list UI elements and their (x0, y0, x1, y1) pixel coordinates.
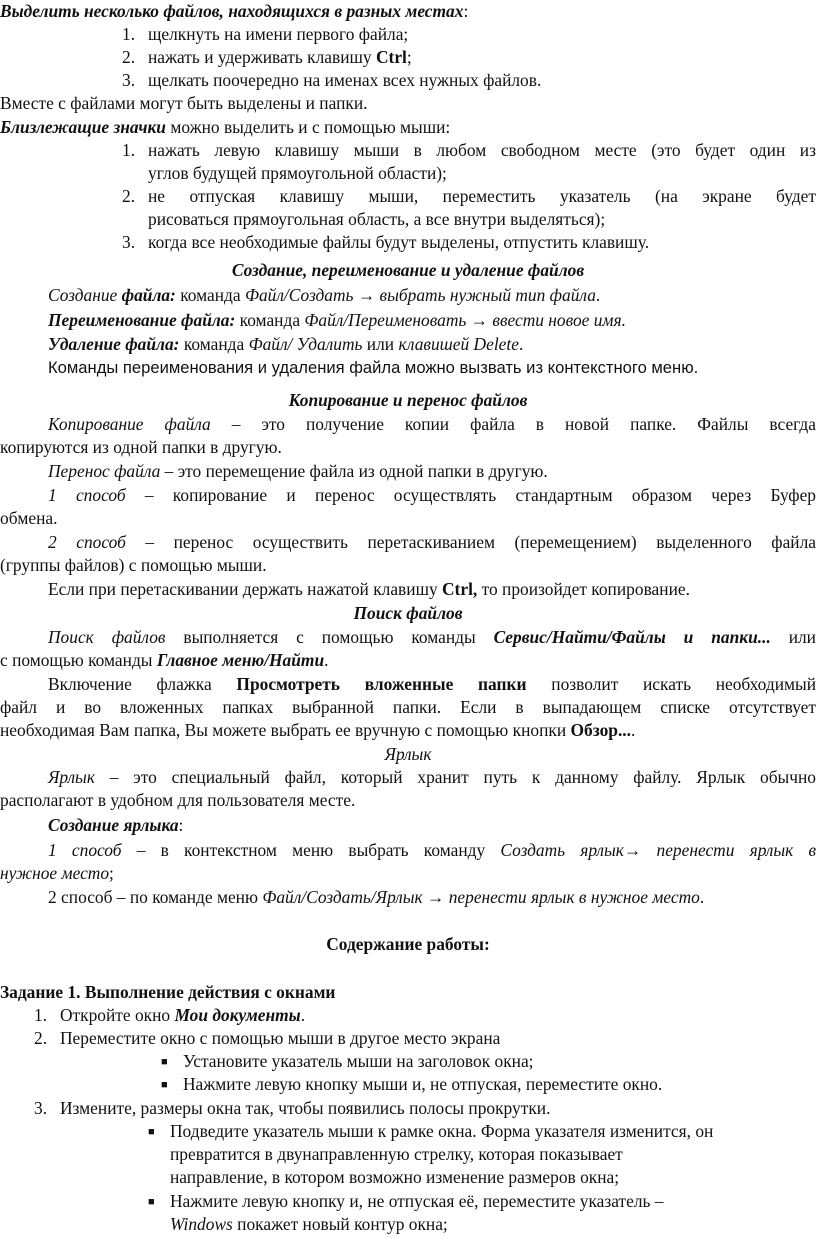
paragraph: 2 способ – перенос осуществить перетаскиванием (перемещением) выделенного файла (48, 532, 816, 552)
paragraph: Создание ярлыка: (48, 815, 184, 835)
paragraph-continuation: необходимая Вам папка, Вы можете выбрать ее вручную с помощью кнопки Обзор.... (0, 720, 636, 740)
bullet-item-continuation: превратится в двунаправленную стрелку, которая показывает (170, 1144, 623, 1164)
section-heading: Поиск файлов (353, 603, 463, 623)
list-item: 2. не отпуская клавишу мыши, переместить указатель (на экране будет (122, 186, 816, 206)
bullet-item-continuation: направление, в котором возможно изменение размеров окна; (170, 1167, 620, 1187)
paragraph: 2 способ – по команде меню Файл/Создать/Ярлык → перенести ярлык в нужное место. (48, 887, 705, 907)
bullet-item: ■ Нажмите левую кнопку мыши и, не отпуская, переместите окно. (161, 1073, 816, 1097)
paragraph: Близлежащие значки можно выделить и с помощью мыши: (0, 117, 451, 137)
paragraph: Удаление файла: команда Файл/ Удалить или клавишей Delete. (48, 334, 524, 354)
paragraph-continuation: обмена. (0, 508, 58, 528)
arrow-right-icon: → (623, 840, 642, 860)
bullet-square-icon: ■ (161, 1056, 168, 1068)
paragraph: Копирование файла – это получение копии файла в новой папке. Файлы всегда (48, 414, 816, 434)
work-heading: Содержание работы: (326, 934, 490, 954)
paragraph-continuation: файл и во вложенных папках выбранной папки. Если в выпадающем списке отсутствует (0, 697, 816, 717)
arrow-right-icon: → (357, 285, 376, 305)
bullet-square-icon: ■ (148, 1196, 155, 1208)
list-item: 1. Откройте окно Мои документы. (34, 1005, 306, 1025)
paragraph: 1 способ – в контекстном меню выбрать команду Создать ярлык→ перенести ярлык в (48, 840, 816, 860)
list-item: 3. Измените, размеры окна так, чтобы появились полосы прокрутки. (34, 1098, 551, 1118)
paragraph-continuation: (группы файлов) с помощью мыши. (0, 555, 267, 575)
list-item: 2. нажать и удерживать клавишу Ctrl; (122, 47, 412, 67)
list-item: 1. щелкнуть на имени первого файла; (122, 24, 409, 44)
paragraph: Перенос файла – это перемещение файла из одной папки в другую. (48, 461, 548, 481)
paragraph-continuation: копируются из одной папки в другую. (0, 437, 282, 457)
list-item: 2. Переместите окно с помощью мыши в другое место экрана (34, 1028, 501, 1048)
paragraph-continuation: с помощью команды Главное меню/Найти. (0, 650, 329, 670)
list-item-continuation: углов будущей прямоугольной области); (148, 163, 447, 183)
paragraph: Команды переименования и удаления файла можно вызвать из контекстного меню. (48, 358, 699, 377)
bullet-square-icon: ■ (148, 1126, 155, 1138)
section-heading: Копирование и перенос файлов (288, 390, 528, 410)
paragraph: 1 способ – копирование и перенос осуществлять стандартным образом через Буфер (48, 485, 816, 505)
paragraph: Ярлык – это специальный файл, который хранит путь к данному файлу. Ярлык обычно (48, 767, 816, 787)
paragraph: Вместе с файлами могут быть выделены и папки. (0, 93, 368, 113)
bullet-item: ■ Установите указатель мыши на заголовок окна; (161, 1050, 816, 1074)
list-item: 3. щелкать поочередно на именах всех нужных файлов. (122, 70, 542, 90)
paragraph: Создание файла: команда Файл/Создать → выбрать нужный тип файла. (48, 285, 601, 305)
bullet-item-continuation: Windows покажет новый контур окна; (170, 1214, 448, 1234)
paragraph: Переименование файла: команда Файл/Переименовать → ввести новое имя. (48, 310, 626, 330)
paragraph-continuation: нужное место; (0, 863, 114, 883)
list-item: 3. когда все необходимые файлы будут выделены, отпустить клавишу. (122, 232, 650, 252)
bullet-item: ■ Нажмите левую кнопку и, не отпуская её, переместите указатель – (148, 1190, 816, 1214)
section-heading: Ярлык (384, 744, 432, 764)
section-heading: Создание, переименование и удаление файлов (231, 260, 585, 280)
arrow-right-icon: → (470, 310, 489, 330)
select-multiple-heading: Выделить несколько файлов, находящихся в разных местах: (0, 1, 469, 21)
bullet-item: ■ Подведите указатель мыши к рамке окна. Форма указателя изменится, он (148, 1120, 816, 1144)
bullet-square-icon: ■ (161, 1079, 168, 1091)
paragraph: Поиск файлов выполняется с помощью команды Сервис/Найти/Файлы и папки... или (48, 627, 816, 647)
arrow-right-icon: → (426, 887, 445, 907)
paragraph: Если при перетаскивании держать нажатой клавишу Ctrl, то произойдет копирование. (48, 579, 690, 599)
list-item-continuation: рисоваться прямоугольная область, а все внутри выделяться); (148, 209, 606, 229)
paragraph: Включение флажка Просмотреть вложенные папки позволит искать необходимый (48, 674, 816, 694)
paragraph-continuation: располагают в удобном для пользователя месте. (0, 790, 356, 810)
list-item: 1. нажать левую клавишу мыши в любом свободном месте (это будет один из (122, 140, 816, 160)
task-title: Задание 1. Выполнение действия с окнами (0, 982, 336, 1002)
